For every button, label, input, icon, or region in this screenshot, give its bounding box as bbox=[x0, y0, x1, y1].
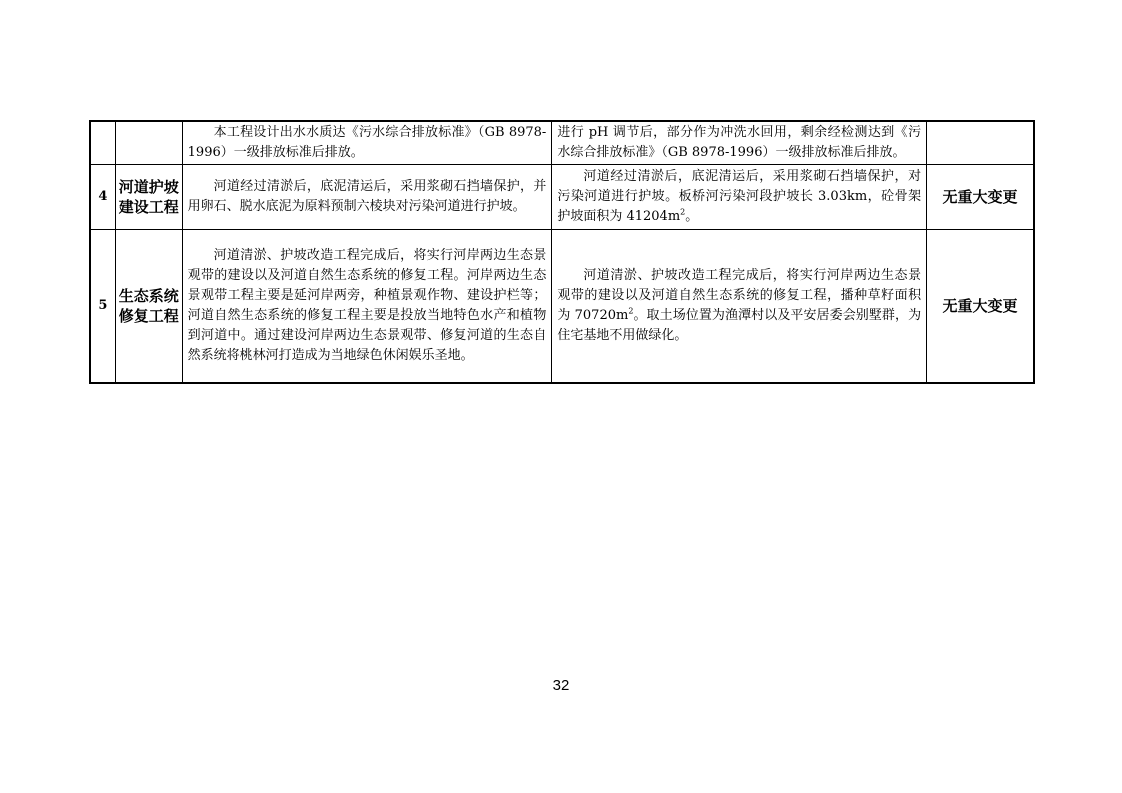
project-name: 生态系统修复工程 bbox=[115, 230, 182, 384]
change-result bbox=[927, 121, 1034, 165]
superscript: 2 bbox=[628, 306, 634, 316]
actual-text: 河道清淤、护坡改造工程完成后，将实行河岸两边生态景观带的建设以及河道自然生态系统的修复工程，播种草籽面积为 70720m bbox=[557, 268, 922, 323]
actual-text-end: 。 bbox=[685, 209, 699, 224]
project-name bbox=[115, 121, 182, 165]
design-content: 河道经过清淤后，底泥清运后，采用浆砌石挡墙保护，并用卵石、脱水底泥为原料预制六棱块对污染河道进行护坡。 bbox=[187, 179, 547, 214]
actual-content: 进行 pH 调节后，部分作为冲洗水回用，剩余经检测达到《污水综合排放标准》（GB 8978-1996）一级排放标准后排放。 bbox=[557, 125, 922, 160]
change-result: 无重大变更 bbox=[927, 165, 1034, 230]
row-number: 4 bbox=[90, 165, 115, 230]
row-number: 5 bbox=[90, 230, 115, 384]
table-row bbox=[90, 230, 1034, 384]
page-number: 32 bbox=[552, 677, 570, 694]
actual-content-cell bbox=[552, 230, 927, 384]
project-name: 河道护坡建设工程 bbox=[115, 165, 182, 230]
project-comparison-table bbox=[89, 120, 1035, 384]
actual-content-cell bbox=[552, 165, 927, 230]
table-row bbox=[90, 165, 1034, 230]
design-content: 本工程设计出水水质达《污水综合排放标准》（GB 8978-1996）一级排放标准后排放。 bbox=[187, 125, 547, 160]
design-content: 河道清淤、护坡改造工程完成后，将实行河岸两边生态景观带的建设以及河道自然生态系统的修复工程。河岸两边生态景观带工程主要是延河岸两旁，种植景观作物、建设护栏等；河道自然生态系统的修复工程主要是投放当地特色水产和植物到河道中。通过建设河岸两边生态景观带、修复河道的生态自然系统将桃林河打造成为当地绿色休闲娱乐圣地。 bbox=[187, 248, 547, 363]
actual-text: 河道经过清淤后，底泥清运后，采用浆砌石挡墙保护，对污染河道进行护坡。板桥河污染河段护坡长 3.03km，砼骨架护坡面积为 41204m bbox=[557, 169, 922, 224]
table-row bbox=[90, 121, 1034, 165]
actual-content-cell bbox=[552, 121, 927, 165]
row-number bbox=[90, 121, 115, 165]
design-content-cell bbox=[182, 165, 552, 230]
change-result: 无重大变更 bbox=[927, 230, 1034, 384]
actual-text-end: 。取土场位置为渔潭村以及平安居委会别墅群，为住宅基地不用做绿化。 bbox=[557, 308, 922, 343]
actual-content bbox=[557, 167, 921, 227]
design-content-cell bbox=[182, 230, 552, 384]
design-content-cell bbox=[182, 121, 552, 165]
superscript: 2 bbox=[680, 207, 686, 217]
actual-content bbox=[557, 266, 921, 346]
